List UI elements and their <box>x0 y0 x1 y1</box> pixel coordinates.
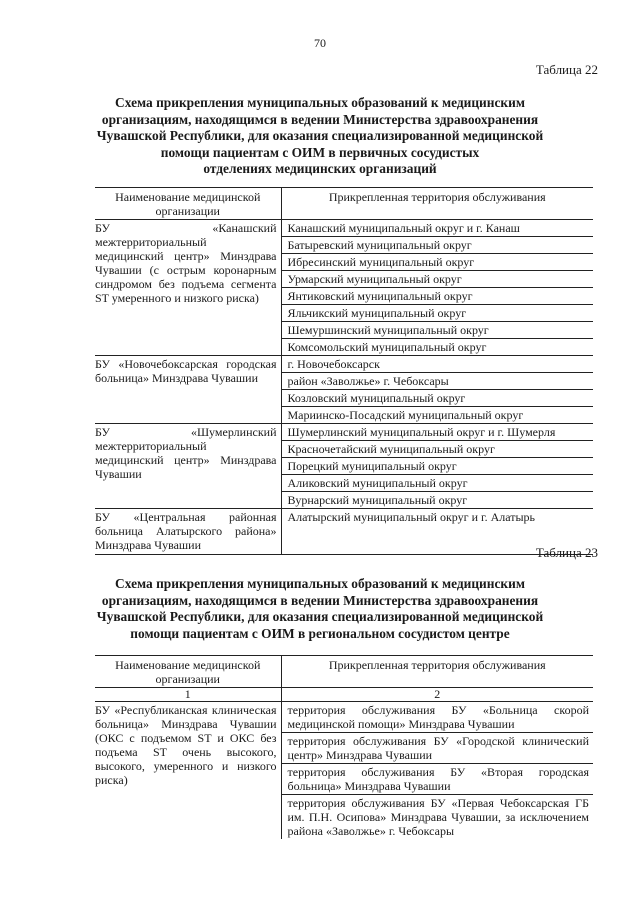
table-header-row <box>95 656 593 688</box>
table-23-caption: Таблица 23 <box>535 545 598 560</box>
organization-cell: БУ «Республиканская клиническая больница» Минздрава Чувашии (ОКС с подъемом ST и ОКС без подъема ST очень высокого, высокого, умеренного и низкого риска) <box>95 702 281 840</box>
table-22-caption: Таблица 22 <box>535 62 598 77</box>
territory-item: территория обслуживания БУ «Городской клинический центр» Минздрава Чувашии <box>282 733 594 764</box>
territory-cell <box>281 424 593 509</box>
page-number: 70 <box>314 36 326 50</box>
territory-item: Алатырский муниципальный округ и г. Алатырь <box>287 510 536 524</box>
table-header-row <box>95 188 593 220</box>
territory-item: Мариинско-Посадский муниципальный округ <box>287 408 524 422</box>
territory-cell <box>281 220 593 356</box>
column-header-organization: Наименование медицинской организации <box>95 656 281 688</box>
column-header-territory: Прикрепленная территория обслуживания <box>281 188 593 220</box>
column-header-organization: Наименование медицинской организации <box>95 188 281 220</box>
heading-line: помощи пациентам с ОИМ в региональном сосудистом центре <box>130 625 510 641</box>
table-22 <box>95 187 593 555</box>
territory-item: Вурнарский муниципальный округ <box>287 493 468 507</box>
heading-line: Схема прикрепления муниципальных образований к медицинским <box>115 95 525 110</box>
heading-line: отделениях медицинских организаций <box>203 161 437 176</box>
table-row <box>95 702 593 840</box>
territory-item: г. Новочебоксарск <box>282 356 594 373</box>
territory-item: Шемуршинский муниципальный округ <box>282 322 594 339</box>
territory-item: Аликовский муниципальный округ <box>282 475 594 492</box>
organization-cell: БУ «Новочебоксарская городская больница» Минздрава Чувашии <box>95 356 281 424</box>
territory-item: Янтиковский муниципальный округ <box>282 288 594 305</box>
column-number-1: 1 <box>95 688 281 702</box>
territory-item: Комсомольский муниципальный округ <box>287 340 487 354</box>
territory-item: территория обслуживания БУ «Первая Чебоксарская ГБ им. П.Н. Осипова» Минздрава Чувашии, за исключением района «Заволжье» г. Чебоксары <box>287 796 589 838</box>
heading-line: организациям, находящимся в ведении Министерства здравоохранения <box>101 592 539 608</box>
territory-item: территория обслуживания БУ «Больница скорой медицинской помощи» Минздрава Чувашии <box>282 702 594 733</box>
heading-line: Чувашской Республики, для оказания специализированной медицинской <box>96 609 544 624</box>
table-23-body <box>95 702 593 840</box>
territory-item: Ибресинский муниципальный округ <box>282 254 594 271</box>
table-22-heading <box>80 95 560 178</box>
table-23-heading <box>80 576 560 642</box>
heading-line: помощи пациентам с ОИМ в первичных сосудистых <box>160 144 480 160</box>
organization-cell: БУ «Центральная районная больница Алатырского района» Минздрава Чувашии <box>95 509 281 555</box>
table-22-body <box>95 220 593 555</box>
heading-line: организациям, находящимся в ведении Министерства здравоохранения <box>101 111 539 127</box>
table-row <box>95 220 593 356</box>
territory-item: Канашский муниципальный округ и г. Канаш <box>282 220 594 237</box>
table-row <box>95 424 593 509</box>
organization-cell: БУ «Канашский межтерриториальный медицинский центр» Минздрава Чувашии (с острым коронарным синдромом без подъема сегмента ST умеренного и низкого риска) <box>95 220 281 356</box>
territory-item: Батыревский муниципальный округ <box>282 237 594 254</box>
territory-item: Урмарский муниципальный округ <box>282 271 594 288</box>
table-23 <box>95 655 593 839</box>
column-number-2: 2 <box>281 688 593 702</box>
column-header-territory: Прикрепленная территория обслуживания <box>281 656 593 688</box>
territory-item: Яльчикский муниципальный округ <box>282 305 594 322</box>
territory-item: Шумерлинский муниципальный округ и г. Шумерля <box>282 424 594 441</box>
column-number-row <box>95 688 593 702</box>
territory-item: Козловский муниципальный округ <box>282 390 594 407</box>
territory-item: Красночетайский муниципальный округ <box>282 441 594 458</box>
territory-item: территория обслуживания БУ «Вторая городская больница» Минздрава Чувашии <box>282 764 594 795</box>
territory-item: Порецкий муниципальный округ <box>282 458 594 475</box>
heading-line: Чувашской Республики, для оказания специализированной медицинской <box>96 128 544 143</box>
territory-cell <box>281 356 593 424</box>
heading-line: Схема прикрепления муниципальных образований к медицинским <box>115 576 525 591</box>
table-row <box>95 356 593 424</box>
territory-cell <box>281 702 593 840</box>
territory-item: район «Заволжье» г. Чебоксары <box>282 373 594 390</box>
table-row <box>95 509 593 555</box>
organization-cell: БУ «Шумерлинский межтерриториальный медицинский центр» Минздрава Чувашии <box>95 424 281 509</box>
